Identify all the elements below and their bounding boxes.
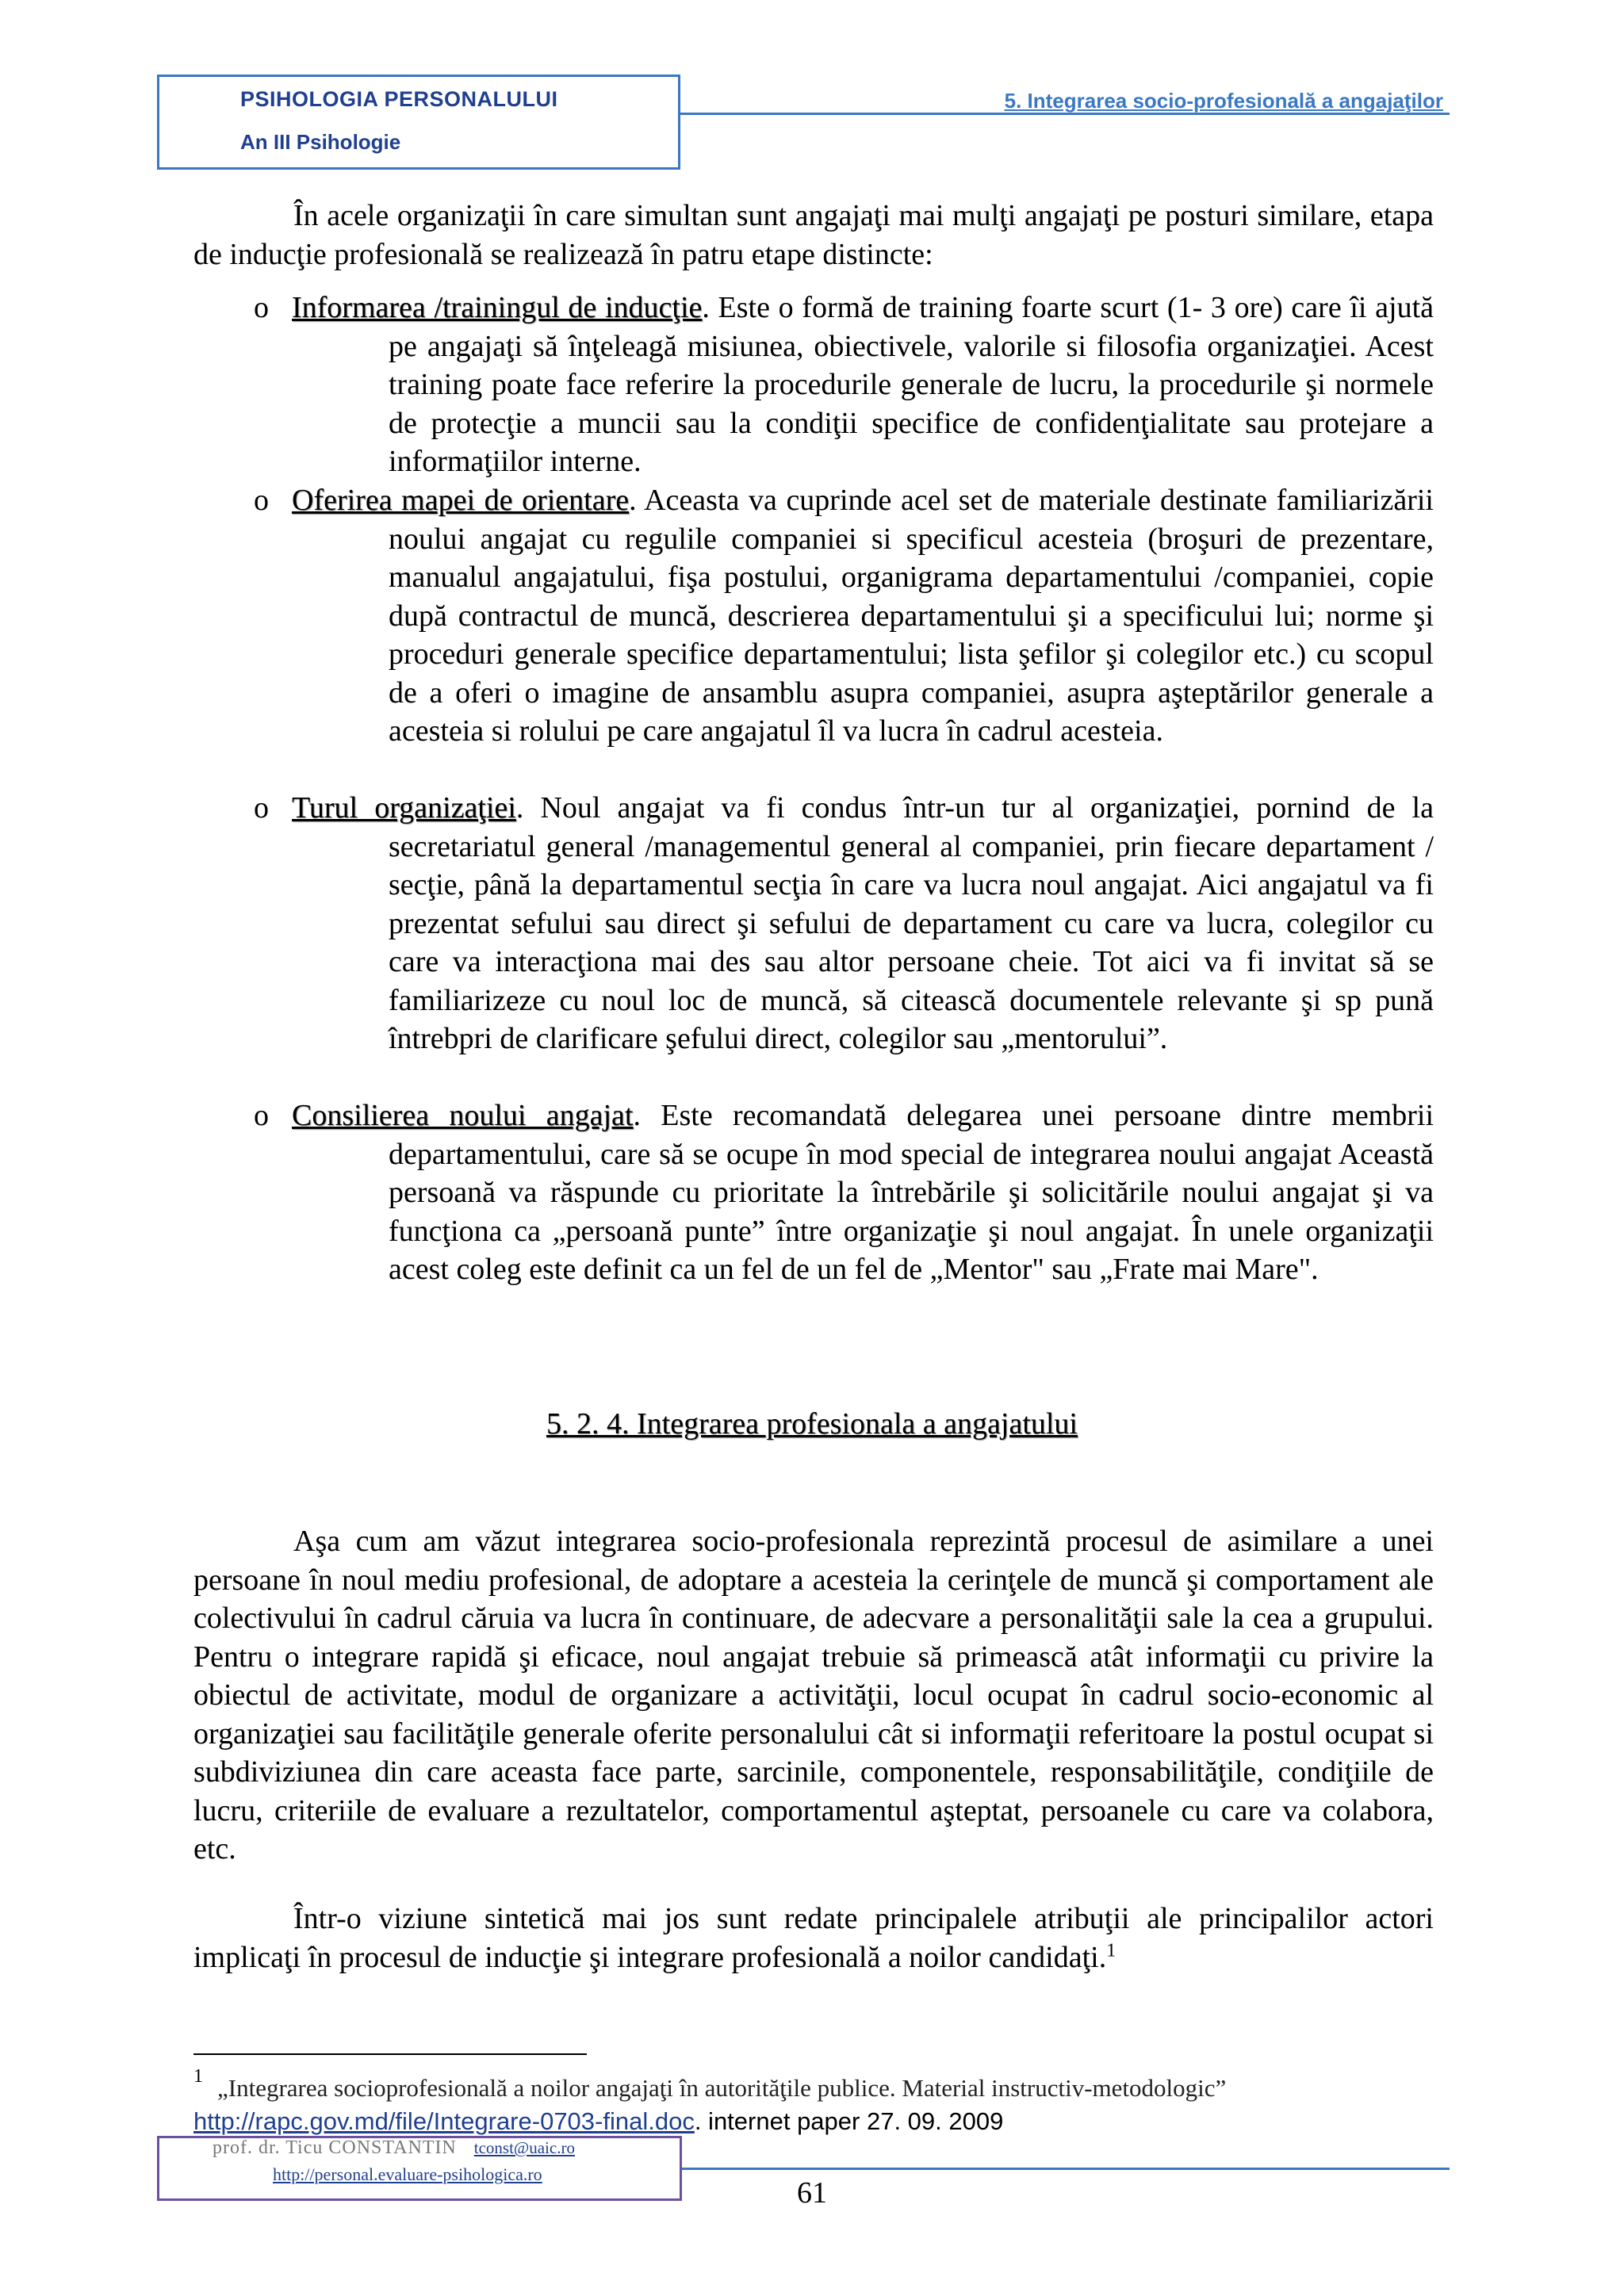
section-heading: 5. 2. 4. Integrarea profesionala a angajatului: [546, 1407, 1078, 1441]
footnote-number: 1: [193, 2066, 203, 2087]
footer-author-line: [213, 2137, 575, 2159]
footnote-rule: [193, 2053, 587, 2055]
footer-rule: [682, 2168, 1450, 2170]
footer-website-link[interactable]: http://personal.evaluare-psihologica.ro: [273, 2164, 542, 2184]
footnote-text: „Integrarea socioprofesională a noilor angajaţi în autorităţile publice. Material instructiv-metodologic”: [217, 2074, 1227, 2102]
bullet-marker: o: [254, 1099, 269, 1132]
footnote-suffix: . internet paper 27. 09. 2009: [694, 2107, 1004, 2135]
stage-text: . Noul angajat va fi condus într-un tur al organizaţiei, pornind de la secretariatul general /managementul general al companiei, prin fiecare departament / secţie, până la departamentul secţia în care va lucra noul angajat. Aici angajatul va fi prezentat sefului sau direct şi sefului de departament cu care va lucra, colegilor cu care va interacţiona mai des sau altor persoane cheie. Tot aici va fi invitat să se familiarizeze cu noul loc de muncă, să citească documentele relevante şi sp pună întrebpri de clarificare şefului direct, colegilor sau „mentorului”.: [389, 791, 1434, 1055]
stage-item: [292, 289, 1434, 481]
paragraph-synthesis-text: Într-o viziune sintetică mai jos sunt redate principalele atribuţii ale principalilor actori implicaţi în procesul de inducţie şi integrare profesională a noilor candidaţi.: [193, 1902, 1434, 1974]
footnote-reference[interactable]: 1: [1106, 1939, 1116, 1961]
footnote-source: [193, 2106, 1003, 2137]
footer-email-link[interactable]: tconst@uaic.ro: [473, 2138, 575, 2157]
paragraph-synthesis: [193, 1900, 1434, 1976]
stage-text: . Este o formă de training foarte scurt (1- 3 ore) care îi ajută pe angajaţi să înţeleagă misiunea, obiectivele, valorile si filosofia organizaţiei. Acest training poate face referire la procedurile generale de lucru, la procedurile şi normele de protecţie a muncii sau la condiţii specifice de confidenţialitate sau protejare a informaţiilor interne.: [389, 291, 1434, 478]
stage-title: Consilierea noului angajat: [292, 1099, 634, 1132]
stage-text: . Aceasta va cuprinde acel set de materiale destinate familiarizării noului angajat cu regulile companiei si specificul acesteia (broşuri de prezentare, manualul angajatului, fişa postului, organigrama departamentului /companiei, copie după contractul de muncă, descrierea departamentului şi a specificului lui; norme şi proceduri generale specifice departamentului; lista şefilor şi colegilor etc.) cu scopul de a oferi o imagine de ansamblu asupra companiei, asupra aşteptărilor generale a acesteia si rolului pe care angajatul îl va lucra în cadrul acesteia.: [389, 484, 1434, 748]
bullet-marker: o: [254, 484, 269, 517]
footnote-link[interactable]: http://rapc.gov.md/file/Integrare-0703-final.doc: [193, 2107, 695, 2135]
course-year: An III Psihologie: [240, 130, 401, 154]
stage-item: [292, 1096, 1434, 1289]
stage-item: [292, 481, 1434, 751]
bullet-marker: o: [254, 791, 269, 825]
stage-text: . Este recomandată delegarea unei persoane dintre membrii departamentului, care să se ocupe în mod special de integrarea noului angajat Această persoană va răspunde cu prioritate la întrebările şi solicitările noului angajat şi va funcţiona ca „persoană punte” între organizaţie şi noul angajat. În unele organizaţii acest coleg este definit ca un fel de un fel de „Mentor" sau „Frate mai Mare".: [389, 1099, 1434, 1286]
stage-title: Oferirea mapei de orientare: [292, 484, 630, 517]
chapter-title: 5. Integrarea socio-profesională a angajaţilor: [1004, 89, 1443, 113]
paragraph-integration: Aşa cum am văzut integrarea socio-profesionala reprezintă procesul de asimilare a unei persoane în noul mediu profesional, de adoptare a acesteia la cerinţele de muncă şi comportament ale colectivului în cadrul căruia va lucra în continuare, de adecvare a personalităţii sale la cea a grupului. Pentru o integrare rapidă şi eficace, noul angajat trebuie să primească atât informaţii cu privire la obiectul de activitate, modul de organizare a activităţii, locul ocupat în cadrul socio-economic al organizaţiei sau facilităţile generale oferite personalului cât si informaţii referitoare la postul ocupat si subdiviziunea din care aceasta face parte, sarcinile, componentele, responsabilităţile, condiţiile de lucru, criteriile de evaluare a rezultatelor, comportamentul aşteptat, persoanele cu care va colabora, etc.: [193, 1525, 1434, 1866]
stage-title: Informarea /trainingul de inducţie: [292, 291, 703, 324]
course-title: PSIHOLOGIA PERSONALULUI: [240, 87, 558, 111]
intro-paragraph: În acele organizaţii în care simultan sunt angajaţi mai mulţi angajaţi pe posturi similare, etapa de inducţie profesională se realizează în patru etape distincte:: [193, 199, 1434, 271]
stage-title: Turul organizaţiei: [292, 791, 516, 825]
stage-item: [292, 789, 1434, 1058]
footer-author: prof. dr. Ticu CONSTANTIN: [213, 2137, 457, 2158]
bullet-marker: o: [254, 291, 269, 324]
page-number: 61: [797, 2176, 827, 2210]
